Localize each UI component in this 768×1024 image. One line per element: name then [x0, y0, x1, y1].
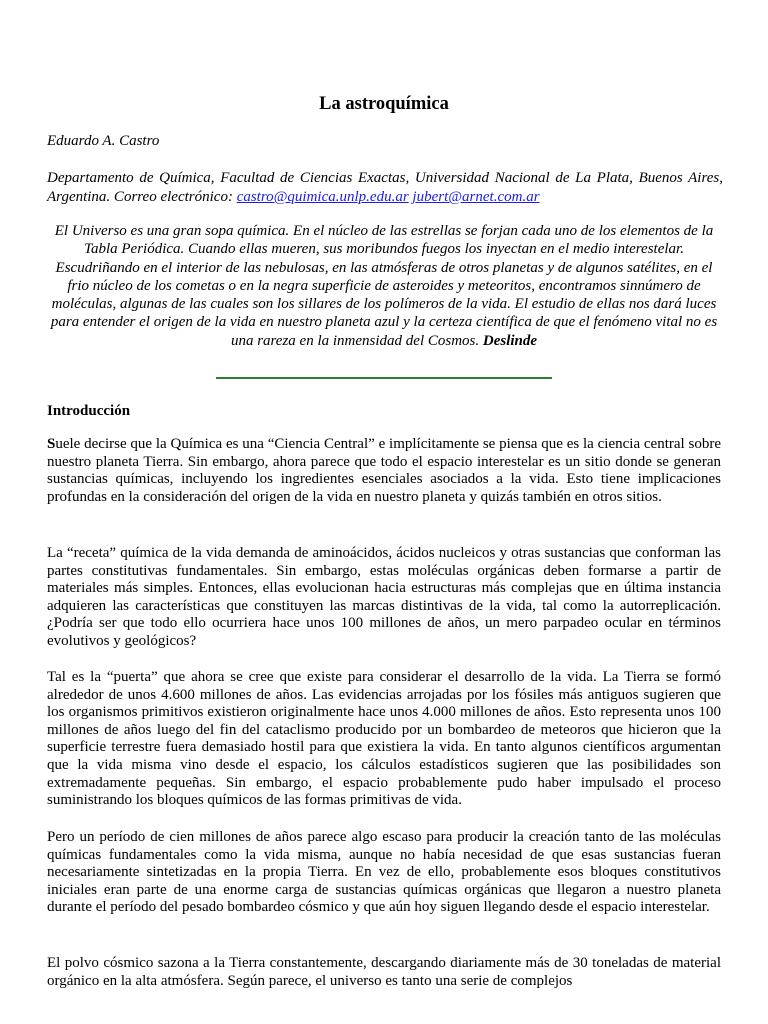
author-name: Eduardo A. Castro [47, 133, 160, 149]
paragraph-2: La “receta” química de la vida demanda de aminoácidos, ácidos nucleicos y otras sustancias que conforman las partes constitutivas fundamentales. Sin embargo, estas moléculas orgánicas deben formarse a partir de materiales más simples. Entonces, ellas evolucionan hacia estructuras más complejas que en última instancia adquieren las características que constituyen las marcas distintivas de la vida, tal como la autorreplicación. ¿Podría ser que todo ello ocurriera hace unos 100 millones de años, un mero parpadeo ocular en términos evolutivos y geológicos? [47, 545, 721, 649]
paragraph-1 [47, 436, 721, 506]
author-affiliation [47, 169, 723, 207]
email-link-jubert[interactable]: jubert@arnet.com.ar [412, 189, 540, 205]
paragraph-4: Pero un período de cien millones de años parece algo escaso para producir la creación tanto de las moléculas químicas fundamentales como la vida misma, aunque no había necesidad de que esas sustancias fueran necesariamente sintetizadas en la propia Tierra. En vez de ello, probablemente esos bloques constitutivos iniciales eran parte de una enorme carga de sustancias químicas orgánicas que llegaron a nuestro planeta durante el período del pesado bombardeo cósmico y que aún hoy siguen llegando desde el espacio interestelar. [47, 829, 721, 916]
paragraph-3: Tal es la “puerta” que ahora se cree que existe para considerar el desarrollo de la vida. La Tierra se formó alrededor de unos 4.600 millones de años. Las evidencias arrojadas por los fósiles más antiguos sugieren que los organismos primitivos existieron originalmente hace unos 4.000 millones de años. Esto representa unos 100 millones de años luego del fin del cataclismo producido por un bombardeo de meteoros que hicieron que la superficie terrestre fuera demasiado hostil para que existiera la vida. En tanto algunos científicos argumentan que la vida misma vino desde el espacio, los cálculos estadísticos sugieren que las posibilidades son extremadamente pequeñas. Sin embargo, el espacio probablemente pudo haber impulsado el proceso suministrando los bloques químicos de las formas primitivas de vida. [47, 669, 721, 809]
article-title: La astroquímica [319, 94, 449, 114]
abstract-deslinde: Deslinde [482, 332, 538, 349]
paragraph-1-text: uele decirse que la Química es una “Ciencia Central” e implícitamente se piensa que es la ciencia central sobre nuestro planeta Tierra. Sin embargo, ahora parece que todo el espacio interestelar es un sitio donde se generan sustancias químicas, incluyendo los ingredientes esenciales asociados a la vida. Esto tiene implicaciones profundas en la consideración del origen de la vida en nuestro planeta y quizás también en otros sitios. [47, 436, 721, 505]
abstract-text: El Universo es una gran sopa química. En el núcleo de las estrellas se forjan cada uno de los elementos de la Tabla Periódica. Cuando ellas mueren, sus moribundos fuegos los inyectan en el medio interestelar. Escudriñando en el interior de las nebulosas, en las atmósferas de otros planetas y de algunos satélites, en el frio núcleo de los cometas o en la negra superficie de asteroides y meteoritos, encontramos sinnúmero de moléculas, algunas de las cuales son los sillares de los polímeros de la vida. El estudio de ellas nos dará luces para entender el origen de la vida en nuestro planeta azul y la certeza científica de que el fenómeno vital no es una rareza en la inmensidad del Cosmos. [50, 223, 718, 349]
abstract [47, 222, 721, 350]
section-divider [216, 377, 552, 379]
email-link-castro[interactable]: castro@quimica.unlp.edu.ar [236, 189, 409, 205]
paragraph-5: El polvo cósmico sazona a la Tierra constantemente, descargando diariamente más de 30 toneladas de material orgánico en la alta atmósfera. Según parece, el universo es tanto una serie de complejos [47, 955, 721, 989]
section-heading-introduccion: Introducción [47, 403, 131, 419]
affiliation-text: Departamento de Química, Facultad de Ciencias Exactas, Universidad Nacional de La Plata, Buenos Aires, Argentina. Correo electrónico: [47, 170, 723, 205]
dropcap-letter: S [47, 436, 56, 452]
